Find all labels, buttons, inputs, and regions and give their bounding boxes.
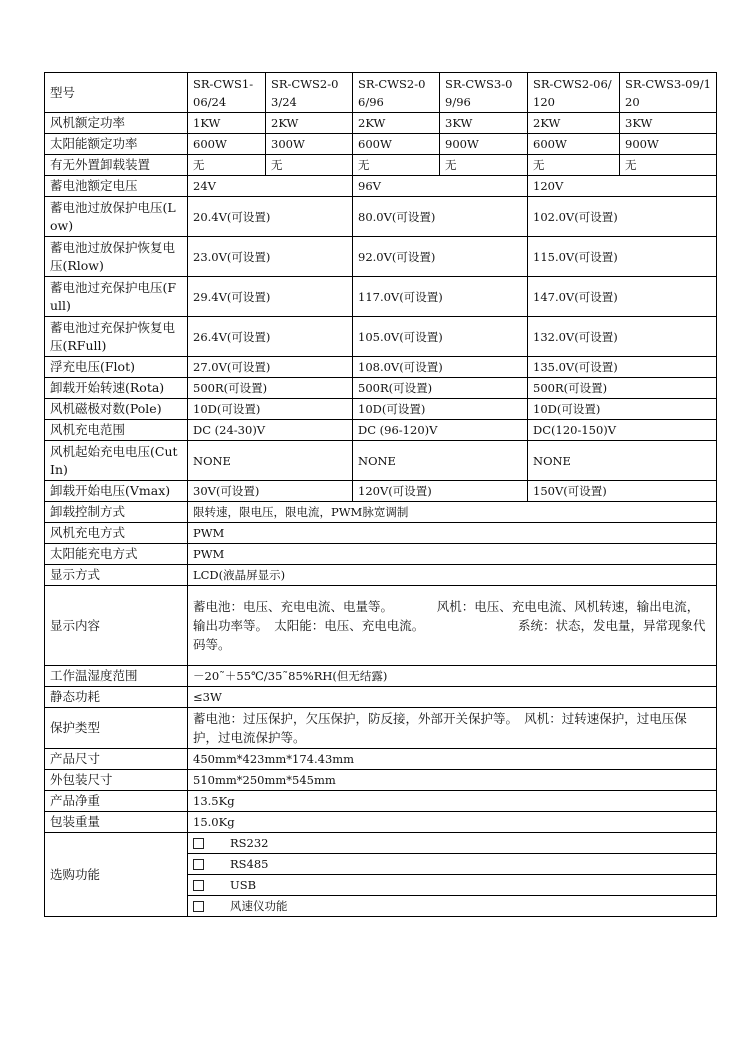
table-row <box>45 134 717 155</box>
row-label: 风机额定功率 <box>45 113 188 134</box>
option-cell <box>188 896 717 917</box>
row-value: 900W <box>620 134 717 155</box>
model-cell: SR-CWS3-09/120 <box>620 73 717 113</box>
display-content-cell <box>188 586 717 666</box>
table-row <box>45 277 717 317</box>
row-value: 300W <box>266 134 353 155</box>
model-cell: SR-CWS2-03/24 <box>266 73 353 113</box>
table-row <box>45 666 717 687</box>
row-value: 1KW <box>188 113 266 134</box>
row-value: 无 <box>620 155 717 176</box>
row-value: DC (96-120)V <box>353 420 528 441</box>
row-value: PWM <box>188 544 717 565</box>
row-label: 静态功耗 <box>45 687 188 708</box>
checkbox-icon <box>193 859 204 870</box>
model-cell: SR-CWS1-06/24 <box>188 73 266 113</box>
row-label: 选购功能 <box>45 833 188 917</box>
option-cell <box>188 833 717 854</box>
row-value: 120V(可设置) <box>353 481 528 502</box>
row-label: 蓄电池过充保护恢复电压(RFull) <box>45 317 188 357</box>
row-value: 108.0V(可设置) <box>353 357 528 378</box>
row-label: 太阳能充电方式 <box>45 544 188 565</box>
row-value: 10D(可设置) <box>528 399 717 420</box>
row-value: LCD(液晶屏显示) <box>188 565 717 586</box>
table-row <box>45 399 717 420</box>
row-value: 29.4V(可设置) <box>188 277 353 317</box>
row-value: 117.0V(可设置) <box>353 277 528 317</box>
row-value: 3KW <box>620 113 717 134</box>
row-value: 无 <box>266 155 353 176</box>
row-value: 无 <box>440 155 528 176</box>
display-content-row <box>45 586 717 666</box>
row-label: 卸载开始电压(Vmax) <box>45 481 188 502</box>
row-value: 600W <box>528 134 620 155</box>
row-label: 卸载控制方式 <box>45 502 188 523</box>
table-row <box>45 812 717 833</box>
spec-table <box>44 72 717 917</box>
row-value: 450mm*423mm*174.43mm <box>188 749 717 770</box>
row-value: 135.0V(可设置) <box>528 357 717 378</box>
table-row <box>45 357 717 378</box>
row-value: 无 <box>188 155 266 176</box>
checkbox-icon <box>193 880 204 891</box>
row-label: 产品净重 <box>45 791 188 812</box>
row-value: 23.0V(可设置) <box>188 237 353 277</box>
row-label: 蓄电池额定电压 <box>45 176 188 197</box>
row-value: NONE <box>188 441 353 481</box>
row-label: 风机充电范围 <box>45 420 188 441</box>
row-value: 500R(可设置) <box>528 378 717 399</box>
option-label: USB <box>230 878 257 892</box>
option-label: RS485 <box>230 857 269 871</box>
table-row <box>45 687 717 708</box>
row-label: 显示内容 <box>45 586 188 666</box>
row-value: 30V(可设置) <box>188 481 353 502</box>
checkbox-icon <box>193 838 204 849</box>
row-value: NONE <box>528 441 717 481</box>
row-value: 无 <box>528 155 620 176</box>
table-row <box>45 378 717 399</box>
row-value: 2KW <box>266 113 353 134</box>
row-value: DC (24-30)V <box>188 420 353 441</box>
table-row <box>45 770 717 791</box>
row-value: 102.0V(可设置) <box>528 197 717 237</box>
table-row <box>45 155 717 176</box>
row-label: 风机充电方式 <box>45 523 188 544</box>
row-label: 显示方式 <box>45 565 188 586</box>
row-value: 147.0V(可设置) <box>528 277 717 317</box>
table-row <box>45 565 717 586</box>
row-value: 限转速，限电压，限电流，PWM脉宽调制 <box>188 502 717 523</box>
option-label: RS232 <box>230 836 269 850</box>
row-value: 80.0V(可设置) <box>353 197 528 237</box>
row-label: 蓄电池过放保护电压(Low) <box>45 197 188 237</box>
table-row <box>45 481 717 502</box>
row-value: 600W <box>353 134 440 155</box>
row-value: 500R(可设置) <box>353 378 528 399</box>
row-value: 150V(可设置) <box>528 481 717 502</box>
table-row <box>45 523 717 544</box>
row-value: 105.0V(可设置) <box>353 317 528 357</box>
row-value: 510mm*250mm*545mm <box>188 770 717 791</box>
row-value: 132.0V(可设置) <box>528 317 717 357</box>
table-row <box>45 441 717 481</box>
row-value: 900W <box>440 134 528 155</box>
row-value: 115.0V(可设置) <box>528 237 717 277</box>
option-cell <box>188 854 717 875</box>
row-label: 蓄电池过充保护电压(Full) <box>45 277 188 317</box>
row-value: NONE <box>353 441 528 481</box>
model-header-label: 型号 <box>45 73 188 113</box>
row-label: 产品尺寸 <box>45 749 188 770</box>
checkbox-icon <box>193 901 204 912</box>
table-row <box>45 749 717 770</box>
row-label: 有无外置卸载装置 <box>45 155 188 176</box>
table-row <box>45 791 717 812</box>
row-label: 外包装尺寸 <box>45 770 188 791</box>
row-value: ≤3W <box>188 687 717 708</box>
row-value: 120V <box>528 176 717 197</box>
row-value: 20.4V(可设置) <box>188 197 353 237</box>
model-cell: SR-CWS2-06/96 <box>353 73 440 113</box>
row-value: 无 <box>353 155 440 176</box>
display-content-text: 蓄电池：电压、充电电流、电量等。 风机：电压、充电电流、风机转速，输出电流，输出功率等。 太阳能：电压、充电电流。 系统：状态，发电量，异常现象代码等。 <box>193 599 706 652</box>
row-value: 27.0V(可设置) <box>188 357 353 378</box>
table-row <box>45 317 717 357</box>
row-value: PWM <box>188 523 717 544</box>
row-value: 2KW <box>353 113 440 134</box>
table-row <box>45 197 717 237</box>
row-label: 浮充电压(Flot) <box>45 357 188 378</box>
row-value: 96V <box>353 176 528 197</box>
row-value: DC(120-150)V <box>528 420 717 441</box>
model-cell: SR-CWS2-06/120 <box>528 73 620 113</box>
row-label: 风机磁极对数(Pole) <box>45 399 188 420</box>
row-value: 3KW <box>440 113 528 134</box>
row-value: 24V <box>188 176 353 197</box>
row-label: 卸载开始转速(Rota) <box>45 378 188 399</box>
row-value <box>188 708 717 749</box>
table-row <box>45 708 717 749</box>
row-label: 包装重量 <box>45 812 188 833</box>
table-row <box>45 544 717 565</box>
table-row <box>45 420 717 441</box>
option-row <box>45 833 717 854</box>
table-row <box>45 237 717 277</box>
row-value: 600W <box>188 134 266 155</box>
row-value: 15.0Kg <box>188 812 717 833</box>
protection-text: 蓄电池：过压保护，欠压保护，防反接，外部开关保护等。 风机：过转速保护，过电压保护，过电流保护等。 <box>193 711 687 745</box>
row-label: 蓄电池过放保护恢复电压(Rlow) <box>45 237 188 277</box>
row-value: 10D(可设置) <box>188 399 353 420</box>
row-value: 92.0V(可设置) <box>353 237 528 277</box>
row-label: 保护类型 <box>45 708 188 749</box>
row-label: 风机起始充电电压(CutIn) <box>45 441 188 481</box>
row-value: 10D(可设置) <box>353 399 528 420</box>
option-label: 风速仪功能 <box>230 899 288 913</box>
row-value: 2KW <box>528 113 620 134</box>
row-value: 500R(可设置) <box>188 378 353 399</box>
option-cell <box>188 875 717 896</box>
row-label: 工作温湿度范围 <box>45 666 188 687</box>
model-row <box>45 73 717 113</box>
row-value: 13.5Kg <box>188 791 717 812</box>
row-label: 太阳能额定功率 <box>45 134 188 155</box>
row-value: 26.4V(可设置) <box>188 317 353 357</box>
model-cell: SR-CWS3-09/96 <box>440 73 528 113</box>
table-row <box>45 113 717 134</box>
table-row <box>45 176 717 197</box>
row-value: －20˜＋55℃/35˜85%RH(但无结露) <box>188 666 717 687</box>
table-row <box>45 502 717 523</box>
